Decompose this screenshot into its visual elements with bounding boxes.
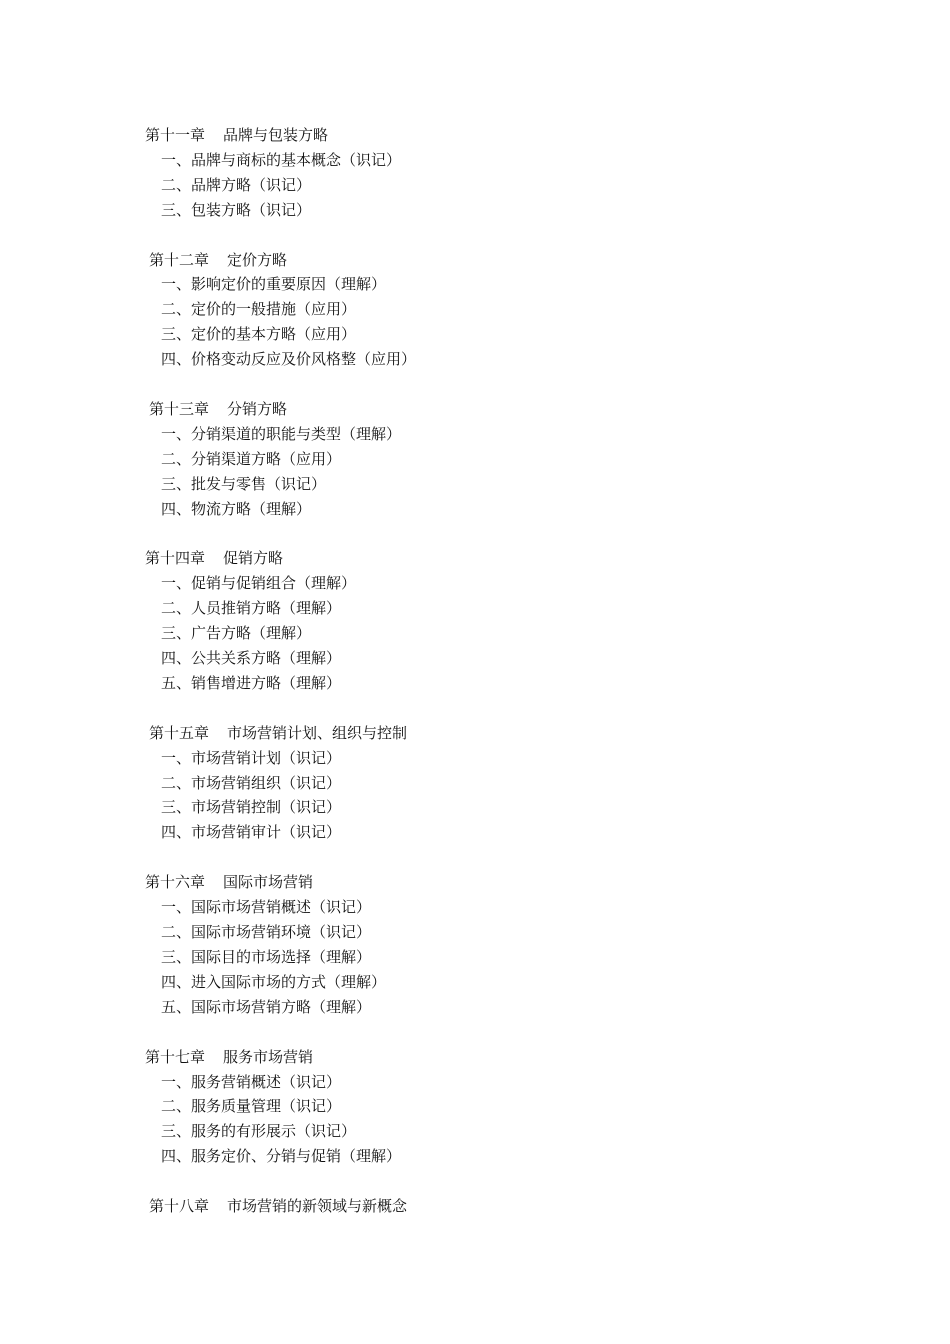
chapter-title: 市场营销的新领域与新概念: [227, 1197, 408, 1216]
list-item: 四、进入国际市场的方式（理解）: [161, 972, 387, 991]
list-item: 二、服务质量管理（识记）: [161, 1097, 342, 1116]
chapter-11: [0, 123, 950, 223]
chapter-heading: [0, 870, 950, 895]
list-item: 一、分销渠道的职能与类型（理解）: [161, 424, 402, 443]
list-item: 二、品牌方略（识记）: [161, 175, 312, 194]
list-item: 五、销售增进方略（理解）: [161, 673, 342, 692]
chapter-heading: [0, 123, 950, 148]
list-item: 三、批发与零售（识记）: [161, 474, 327, 493]
chapter-heading: [0, 248, 950, 273]
chapter-title: 促销方略: [223, 549, 284, 568]
list-item: 四、价格变动反应及价风格整（应用）: [161, 350, 417, 369]
chapter-title: 品牌与包装方略: [223, 126, 329, 144]
chapter-18: [0, 1194, 950, 1219]
chapter-heading: [0, 397, 950, 422]
list-item: 二、市场营销组织（识记）: [161, 773, 342, 792]
chapter-number: 第十四章: [145, 549, 206, 568]
chapter-13: [0, 397, 950, 521]
list-item: 一、促销与促销组合（理解）: [161, 574, 357, 593]
chapter-heading: [0, 1194, 950, 1219]
outline-content: [0, 123, 950, 1244]
list-item: 二、定价的一般措施（应用）: [161, 300, 357, 319]
list-item: 四、物流方略（理解）: [161, 499, 312, 518]
list-item: 五、国际市场营销方略（理解）: [161, 997, 372, 1016]
list-item: 三、包装方略（识记）: [161, 200, 312, 219]
chapter-number: 第十一章: [145, 126, 206, 144]
chapter-number: 第十二章: [149, 250, 210, 269]
list-item: 四、服务定价、分销与促销（理解）: [161, 1147, 402, 1166]
chapter-title: 服务市场营销: [223, 1047, 314, 1066]
chapter-title: 国际市场营销: [223, 873, 314, 892]
list-item: 三、服务的有形展示（识记）: [161, 1122, 357, 1141]
chapter-17: [0, 1045, 950, 1169]
list-item: 一、影响定价的重要原因（理解）: [161, 275, 387, 294]
chapter-number: 第十五章: [149, 723, 210, 742]
chapter-12: [0, 248, 950, 372]
list-item: 四、公共关系方略（理解）: [161, 649, 342, 668]
list-item: 一、服务营销概述（识记）: [161, 1072, 342, 1091]
chapter-heading: [0, 546, 950, 571]
list-item: 二、国际市场营销环境（识记）: [161, 923, 372, 942]
chapter-number: 第十六章: [145, 873, 206, 892]
list-item: 三、定价的基本方略（应用）: [161, 325, 357, 344]
chapter-number: 第十三章: [149, 400, 210, 419]
list-item: 一、国际市场营销概述（识记）: [161, 898, 372, 917]
chapter-title: 定价方略: [227, 250, 288, 269]
list-item: 三、广告方略（理解）: [161, 624, 312, 643]
chapter-heading: [0, 1045, 950, 1070]
list-item: 三、市场营销控制（识记）: [161, 798, 342, 817]
list-item: 三、国际目的市场选择（理解）: [161, 947, 372, 966]
list-item: 二、人员推销方略（理解）: [161, 599, 342, 618]
chapter-14: [0, 546, 950, 695]
list-item: 一、市场营销计划（识记）: [161, 748, 342, 767]
chapter-15: [0, 721, 950, 845]
list-item: 四、市场营销审计（识记）: [161, 823, 342, 842]
chapter-title: 市场营销计划、组织与控制: [227, 723, 408, 742]
list-item: 一、品牌与商标的基本概念（识记）: [161, 150, 402, 169]
chapter-heading: [0, 721, 950, 746]
chapter-16: [0, 870, 950, 1019]
chapter-number: 第十七章: [145, 1047, 206, 1066]
list-item: 二、分销渠道方略（应用）: [161, 449, 342, 468]
chapter-title: 分销方略: [227, 400, 288, 419]
chapter-number: 第十八章: [149, 1197, 210, 1216]
